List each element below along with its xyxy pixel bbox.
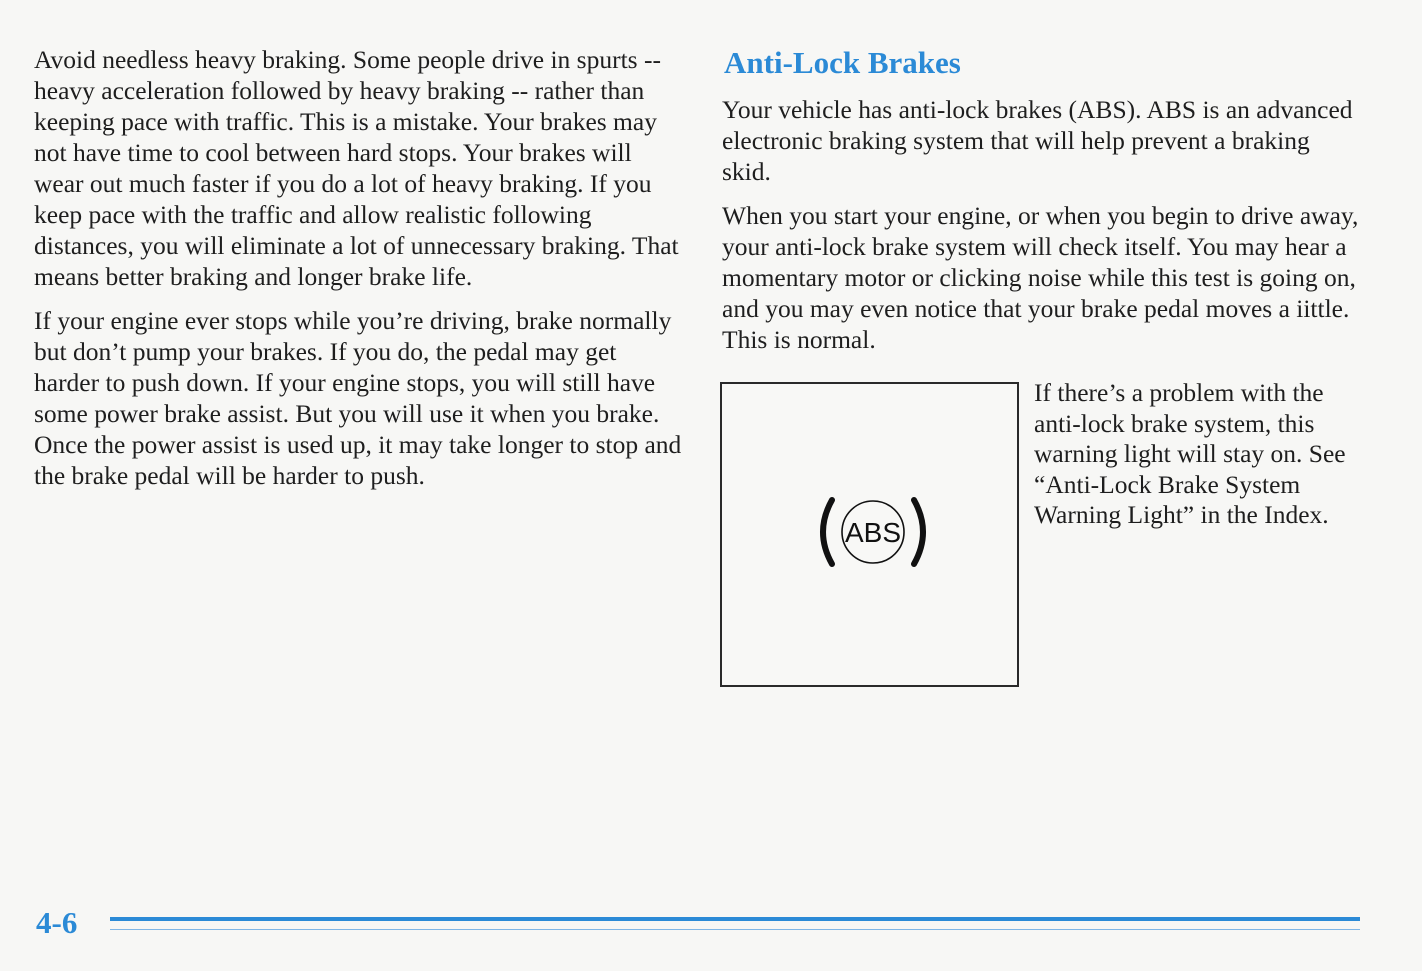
paragraph-abs-intro: Your vehicle has anti-lock brakes (ABS). ABS is an advanced electronic braking system that will help prevent a braking skid.	[722, 95, 1353, 186]
page-footer	[36, 905, 1366, 945]
paragraph-engine-stops: If your engine ever stops while you’re driving, brake normally but don’t pump your brakes. If you do, the pedal may get harder to push down. If your engine stops, you will still have some power brake assist. But you will use it when you brake. Once the power assist is used up, it may take longer to stop and the brake pedal will be harder to push.	[34, 306, 682, 490]
page-number: 4-6	[36, 905, 78, 940]
footer-rule-thin	[110, 929, 1360, 930]
left-column	[34, 44, 684, 504]
paragraph-abs-warning: If there’s a problem with the anti-lock brake system, this warning light will stay on. See “Anti-Lock Brake System Warning Light” in the Index.	[1034, 378, 1346, 529]
abs-caption	[1034, 378, 1364, 544]
paragraph-abs-self-check: When you start your engine, or when you begin to drive away, your anti-lock brake system will check itself. You may hear a momentary motor or clicking noise while this test is going on, and you may even notice that your brake pedal moves a iittle. This is normal.	[722, 201, 1359, 354]
abs-warning-light-figure	[720, 382, 1019, 687]
abs-warning-light-icon	[818, 492, 928, 572]
abs-warning-section	[722, 378, 1362, 692]
footer-rule	[110, 917, 1360, 921]
right-column	[722, 44, 1362, 692]
abs-icon-label: ABS	[844, 517, 902, 548]
paragraph-heavy-braking: Avoid needless heavy braking. Some people drive in spurts -- heavy acceleration followed by heavy braking -- rather than keeping pace with traffic. This is a mistake. Your brakes may not have time to cool between hard stops. Your brakes will wear out much faster if you do a lot of heavy braking. If you keep pace with the traffic and allow realistic following distances, you will eliminate a lot of unnecessary braking. That means better braking and longer brake life.	[34, 45, 679, 291]
section-heading-anti-lock-brakes: Anti-Lock Brakes	[724, 45, 961, 80]
